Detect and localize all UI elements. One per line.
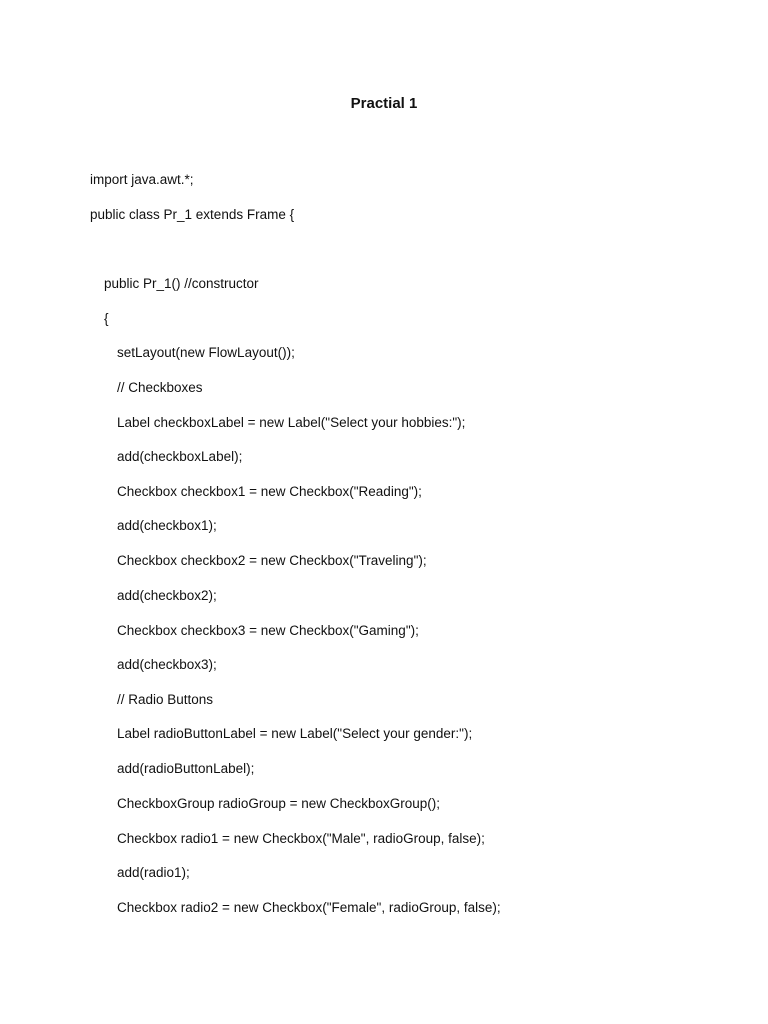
- code-line: public Pr_1() //constructor: [104, 276, 259, 291]
- code-line: {: [104, 311, 109, 326]
- code-line: setLayout(new FlowLayout());: [117, 345, 295, 360]
- code-line: Label radioButtonLabel = new Label("Select your gender:");: [117, 726, 473, 741]
- code-line: Checkbox checkbox3 = new Checkbox("Gaming");: [117, 623, 419, 638]
- page-title: Practial 1: [350, 95, 418, 112]
- code-line: add(checkbox1);: [117, 518, 217, 533]
- code-line: // Checkboxes: [117, 380, 203, 395]
- code-line: public class Pr_1 extends Frame {: [90, 207, 295, 222]
- code-line: add(radio1);: [117, 865, 190, 880]
- code-line: CheckboxGroup radioGroup = new CheckboxGroup();: [117, 796, 441, 811]
- code-line: Label checkboxLabel = new Label("Select your hobbies:");: [117, 415, 466, 430]
- code-line: // Radio Buttons: [117, 692, 214, 707]
- code-line: Checkbox radio1 = new Checkbox("Male", radioGroup, false);: [117, 831, 485, 846]
- code-line: Checkbox radio2 = new Checkbox("Female", radioGroup, false);: [117, 900, 501, 915]
- code-line: import java.awt.*;: [90, 172, 194, 187]
- code-line: Checkbox checkbox1 = new Checkbox("Reading");: [117, 484, 422, 499]
- code-line: add(checkboxLabel);: [117, 449, 243, 464]
- code-line: add(radioButtonLabel);: [117, 761, 255, 776]
- code-line: add(checkbox2);: [117, 588, 217, 603]
- code-line: add(checkbox3);: [117, 657, 217, 672]
- code-line: Checkbox checkbox2 = new Checkbox("Traveling");: [117, 553, 427, 568]
